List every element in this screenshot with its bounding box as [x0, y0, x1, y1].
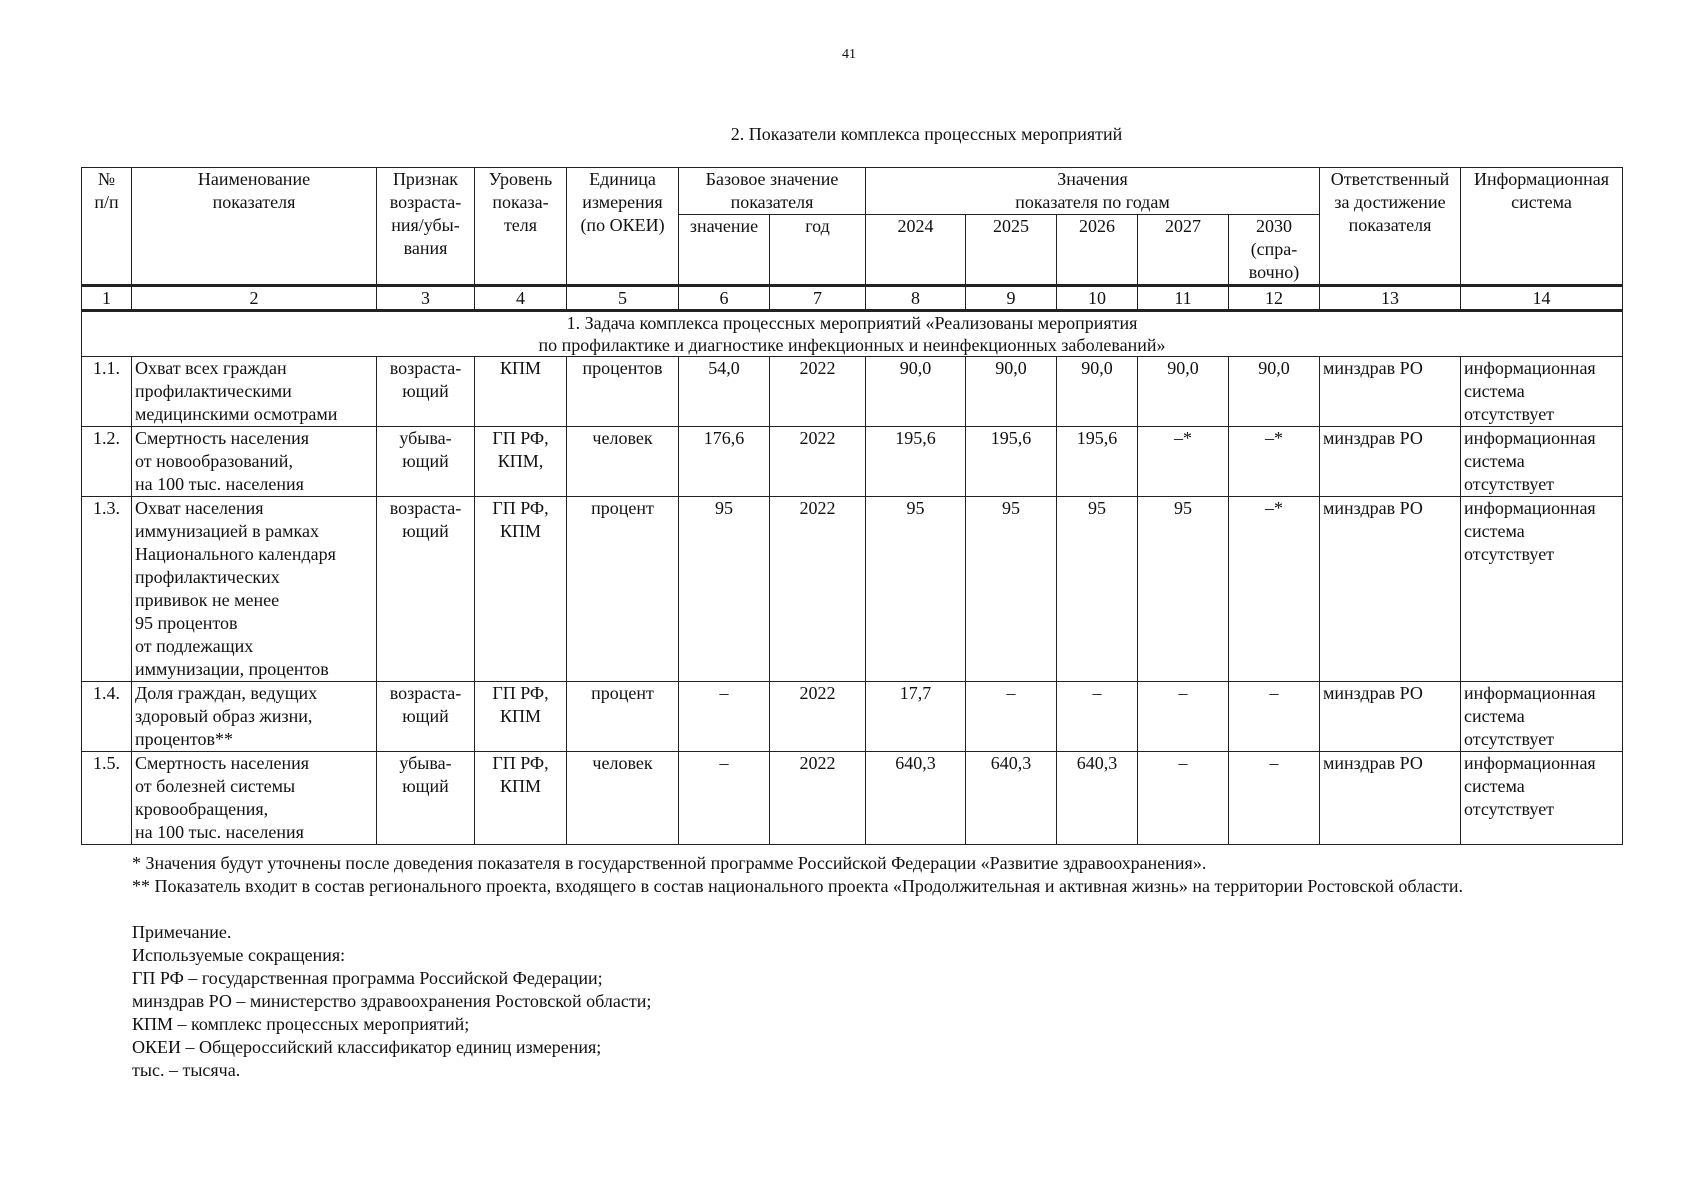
column-number: 9	[966, 286, 1057, 311]
table-row	[82, 752, 1623, 845]
column-number: 1	[82, 286, 132, 311]
row-base-value: 95	[679, 497, 770, 682]
row-level: ГП РФ, КПМ	[475, 497, 567, 682]
column-number: 10	[1057, 286, 1138, 311]
row-value-2024: 17,7	[866, 682, 966, 752]
row-system: информационная система отсутствует	[1461, 752, 1623, 845]
row-num: 1.2.	[82, 427, 132, 497]
footnotes	[132, 852, 1463, 898]
row-value-2025: –	[966, 682, 1057, 752]
row-value-2027: 95	[1138, 497, 1229, 682]
row-value-2026: 90,0	[1057, 357, 1138, 427]
note-line: Примечание.	[132, 922, 232, 942]
header-year-2025: 2025	[966, 215, 1057, 286]
row-value-2027: –	[1138, 682, 1229, 752]
row-value-2030: –	[1229, 752, 1320, 845]
row-responsible: минздрав РО	[1320, 427, 1461, 497]
row-responsible: минздрав РО	[1320, 497, 1461, 682]
table-title-text: 2. Показатели комплекса процессных мероприятий	[730, 124, 1123, 144]
row-value-2027: –*	[1138, 427, 1229, 497]
row-value-2027: –	[1138, 752, 1229, 845]
column-number: 3	[377, 286, 475, 311]
header-responsible: Ответственный за достижение показателя	[1320, 168, 1461, 286]
note-line: минздрав РО – министерство здравоохранения Ростовской области;	[132, 991, 652, 1011]
header-level: Уровень показа- теля	[475, 168, 567, 286]
header-unit: Единица измерения (по ОКЕИ)	[567, 168, 679, 286]
note-line: Используемые сокращения:	[132, 945, 346, 965]
row-system: информационная система отсутствует	[1461, 682, 1623, 752]
row-responsible: минздрав РО	[1320, 357, 1461, 427]
row-system: информационная система отсутствует	[1461, 427, 1623, 497]
row-value-2030: –*	[1229, 497, 1320, 682]
header-year-2027: 2027	[1138, 215, 1229, 286]
row-level: ГП РФ, КПМ	[475, 752, 567, 845]
row-base-year: 2022	[770, 427, 866, 497]
column-number: 12	[1229, 286, 1320, 311]
column-number: 8	[866, 286, 966, 311]
indicators-table	[81, 167, 1623, 845]
row-base-value: 176,6	[679, 427, 770, 497]
row-base-value: –	[679, 752, 770, 845]
row-unit: человек	[567, 752, 679, 845]
row-value-2025: 95	[966, 497, 1057, 682]
table-row	[82, 497, 1623, 682]
header-year-2026: 2026	[1057, 215, 1138, 286]
row-value-2030: –*	[1229, 427, 1320, 497]
row-trend: возраста- ющий	[377, 357, 475, 427]
header-trend: Признак возраста- ния/убы- вания	[377, 168, 475, 286]
row-value-2030: 90,0	[1229, 357, 1320, 427]
row-trend: возраста- ющий	[377, 497, 475, 682]
row-name: Доля граждан, ведущих здоровый образ жизни, процентов**	[132, 682, 377, 752]
header-system: Информационная система	[1461, 168, 1623, 286]
column-number: 11	[1138, 286, 1229, 311]
row-unit: человек	[567, 427, 679, 497]
footnote: ** Показатель входит в состав регионального проекта, входящего в состав национального проекта «Продолжительная и активная жизнь» на территории Ростовской области.	[132, 876, 1464, 896]
row-base-year: 2022	[770, 752, 866, 845]
row-unit: процент	[567, 682, 679, 752]
row-num: 1.5.	[82, 752, 132, 845]
row-name: Смертность населения от болезней системы кровообращения, на 100 тыс. населения	[132, 752, 377, 845]
table-row	[82, 682, 1623, 752]
row-value-2024: 90,0	[866, 357, 966, 427]
note-line: ГП РФ – государственная программа Российской Федерации;	[132, 968, 603, 988]
column-number: 4	[475, 286, 567, 311]
row-value-2026: 640,3	[1057, 752, 1138, 845]
row-num: 1.1.	[82, 357, 132, 427]
row-unit: процентов	[567, 357, 679, 427]
note-line: тыс. – тысяча.	[132, 1060, 241, 1080]
row-level: ГП РФ, КПМ	[475, 682, 567, 752]
header-year-2030: 2030 (спра- вочно)	[1229, 215, 1320, 286]
row-value-2027: 90,0	[1138, 357, 1229, 427]
row-value-2025: 195,6	[966, 427, 1057, 497]
table-row	[82, 427, 1623, 497]
note-line: КПМ – комплекс процессных мероприятий;	[132, 1014, 470, 1034]
row-responsible: минздрав РО	[1320, 682, 1461, 752]
row-value-2024: 640,3	[866, 752, 966, 845]
row-base-value: 54,0	[679, 357, 770, 427]
row-num: 1.3.	[82, 497, 132, 682]
row-name: Охват всех граждан профилактическими медицинскими осмотрами	[132, 357, 377, 427]
header-base: Базовое значение показателя	[679, 168, 866, 215]
header-num: № п/п	[82, 168, 132, 286]
row-system: информационная система отсутствует	[1461, 357, 1623, 427]
row-level: ГП РФ, КПМ,	[475, 427, 567, 497]
column-number: 5	[567, 286, 679, 311]
task-title: 1. Задача комплекса процессных мероприятий «Реализованы мероприятия по профилактике и диагностике инфекционных и неинфекционных заболеваний»	[82, 311, 1623, 357]
column-number: 14	[1461, 286, 1623, 311]
row-unit: процент	[567, 497, 679, 682]
header-name: Наименование показателя	[132, 168, 377, 286]
row-value-2024: 195,6	[866, 427, 966, 497]
row-system: информационная система отсутствует	[1461, 497, 1623, 682]
column-numbers-row	[82, 286, 1623, 311]
column-number: 6	[679, 286, 770, 311]
row-value-2026: –	[1057, 682, 1138, 752]
header-values: Значения показателя по годам	[866, 168, 1320, 215]
footnote: * Значения будут уточнены после доведения показателя в государственной программе Российской Федерации «Развитие здравоохранения».	[132, 853, 1207, 873]
column-number: 13	[1320, 286, 1461, 311]
row-value-2025: 90,0	[966, 357, 1057, 427]
row-base-year: 2022	[770, 497, 866, 682]
row-value-2030: –	[1229, 682, 1320, 752]
page-number: 41	[842, 47, 856, 62]
task-row	[82, 311, 1623, 357]
column-number: 7	[770, 286, 866, 311]
row-base-value: –	[679, 682, 770, 752]
header-base-year: год	[770, 215, 866, 286]
row-trend: возраста- ющий	[377, 682, 475, 752]
header-base-value: значение	[679, 215, 770, 286]
note-line: ОКЕИ – Общероссийский классификатор единиц измерения;	[132, 1037, 602, 1057]
row-level: КПМ	[475, 357, 567, 427]
row-base-year: 2022	[770, 357, 866, 427]
row-value-2026: 195,6	[1057, 427, 1138, 497]
row-value-2026: 95	[1057, 497, 1138, 682]
notes	[132, 921, 651, 1082]
header-year-2024: 2024	[866, 215, 966, 286]
row-trend: убыва- ющий	[377, 427, 475, 497]
column-number: 2	[132, 286, 377, 311]
row-name: Смертность населения от новообразований, на 100 тыс. населения	[132, 427, 377, 497]
row-responsible: минздрав РО	[1320, 752, 1461, 845]
row-base-year: 2022	[770, 682, 866, 752]
table-title	[0, 124, 1698, 145]
row-num: 1.4.	[82, 682, 132, 752]
row-trend: убыва- ющий	[377, 752, 475, 845]
row-value-2025: 640,3	[966, 752, 1057, 845]
row-name: Охват населения иммунизацией в рамках Национального календаря профилактических прививок не менее 95 процентов от подлежащих иммунизации, процентов	[132, 497, 377, 682]
row-value-2024: 95	[866, 497, 966, 682]
table-row	[82, 357, 1623, 427]
